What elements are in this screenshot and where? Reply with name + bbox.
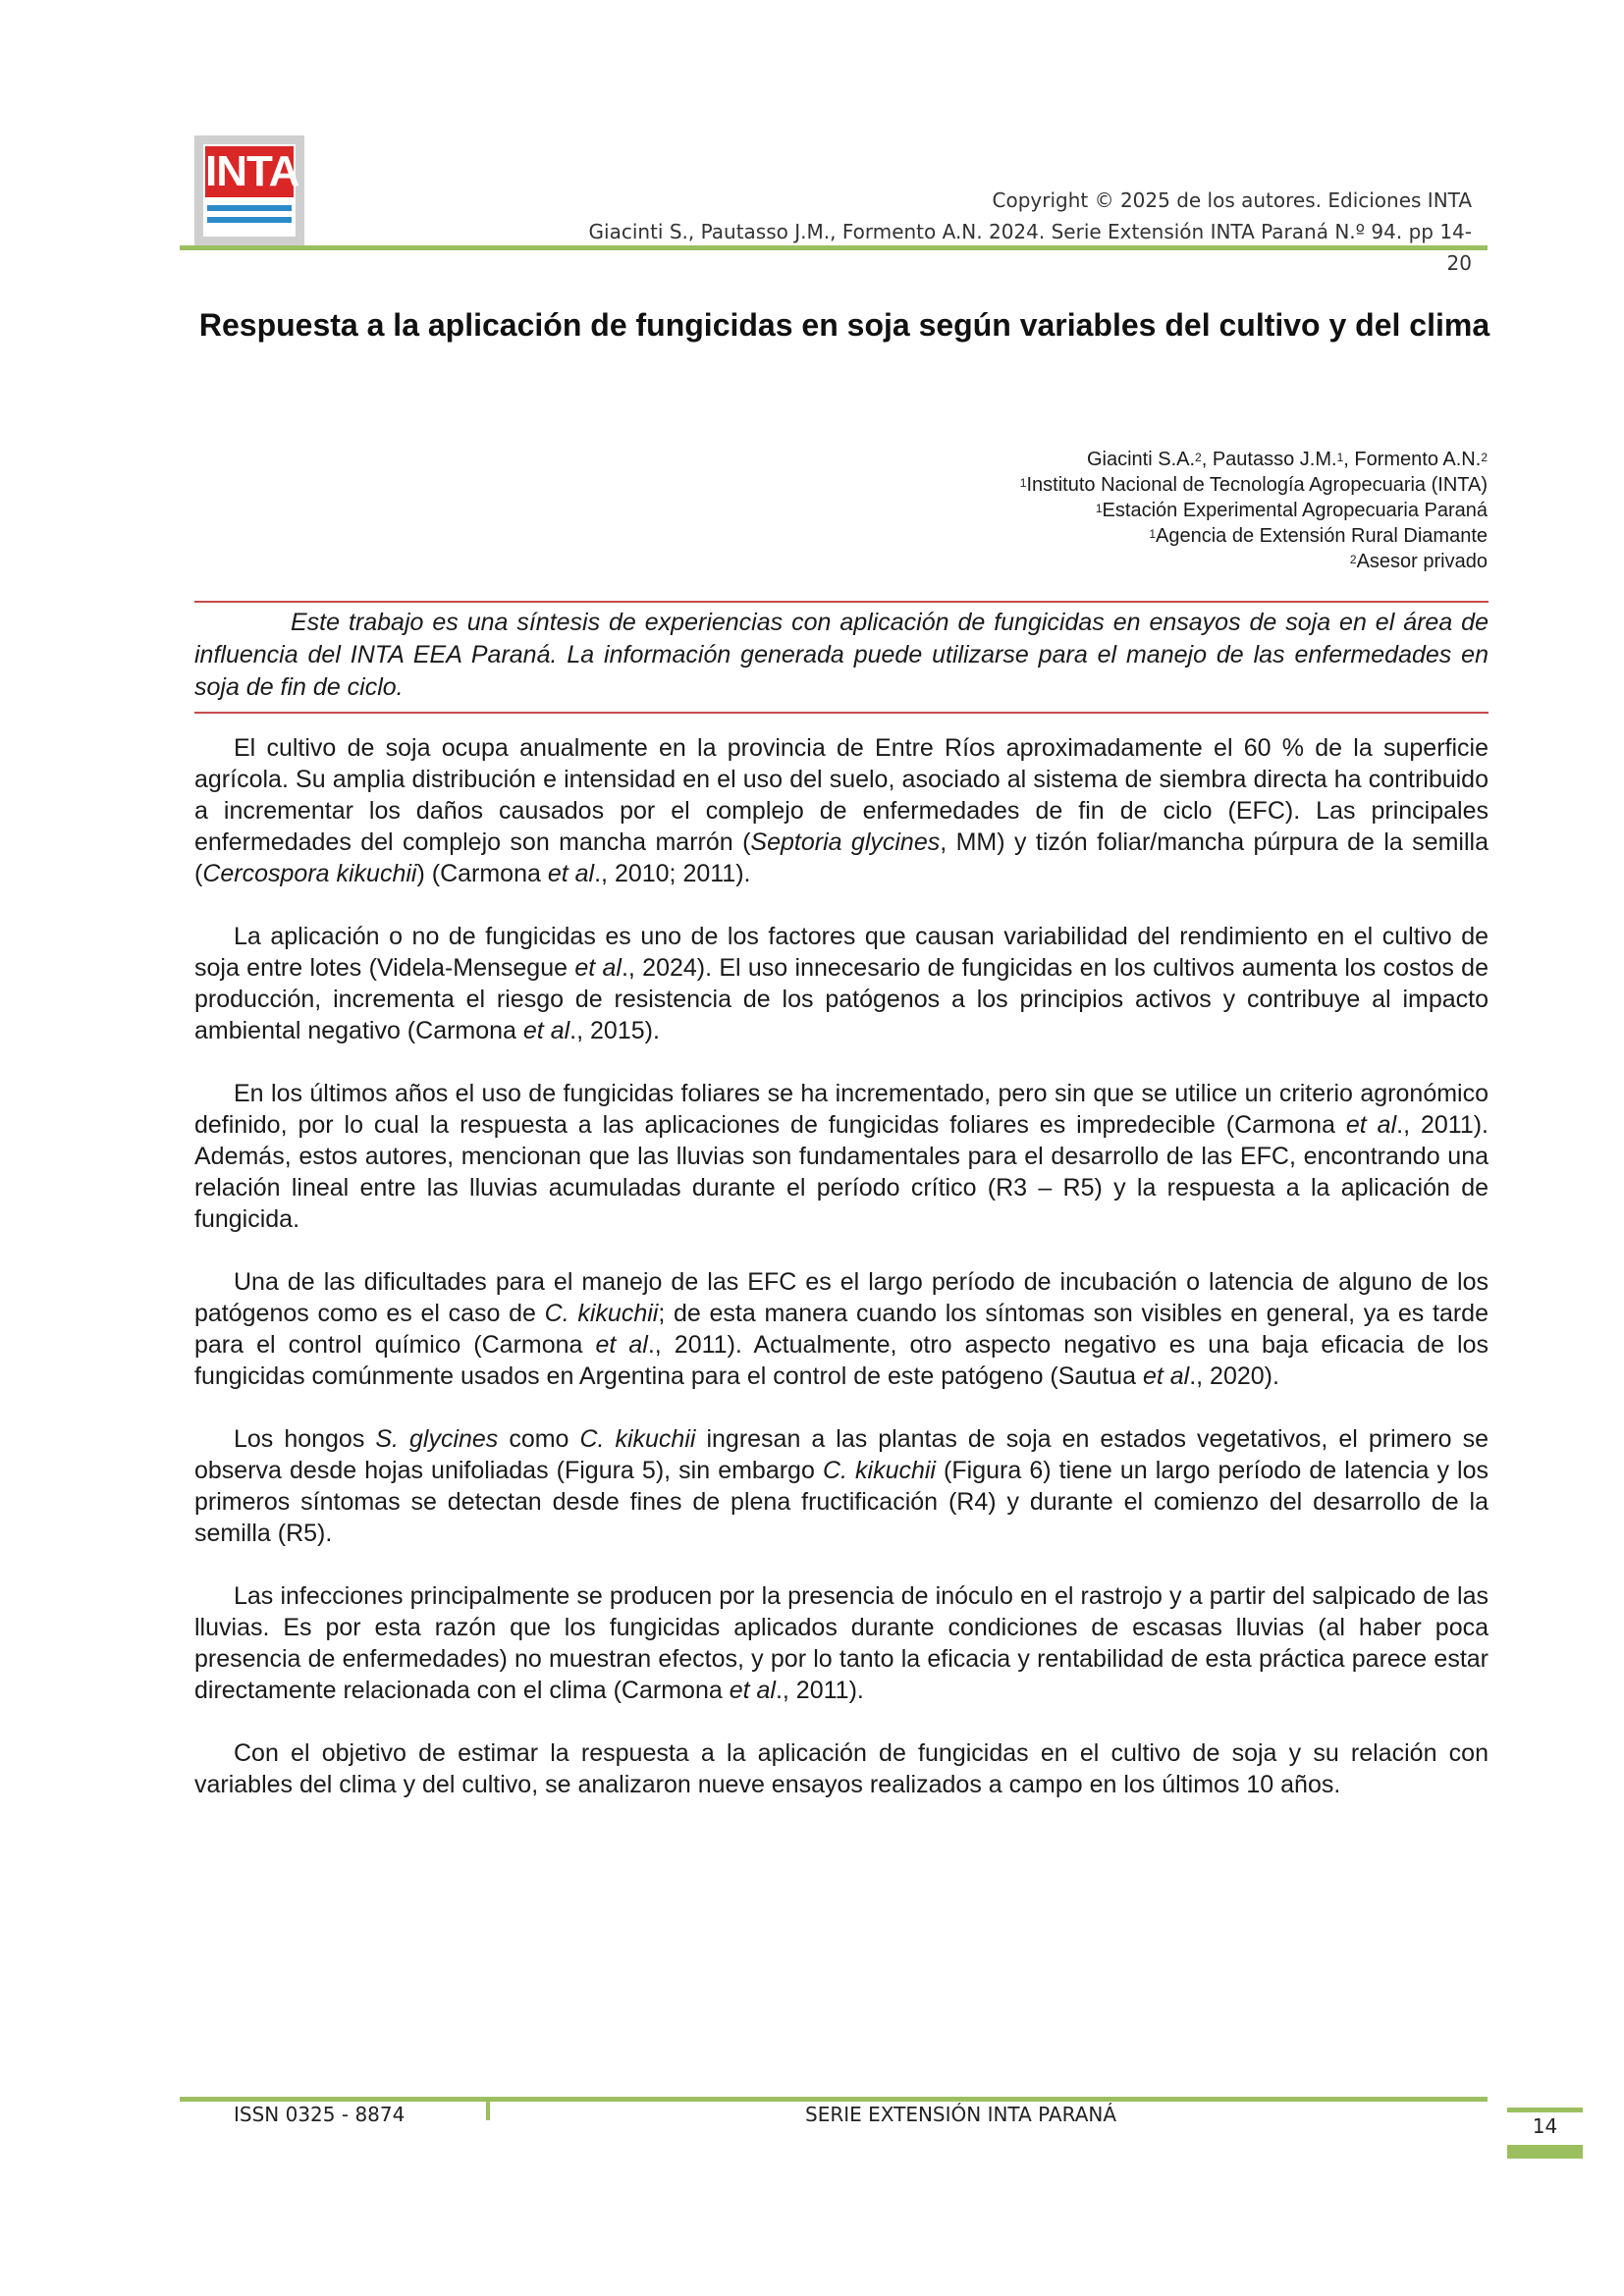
page-number: 14 bbox=[1532, 2114, 1558, 2138]
footer-divider bbox=[180, 2097, 1488, 2102]
paragraph-5: Los hongos S. glycines como C. kikuchii ingresan a las plantas de soja en estados vegetativos, el primero se observa desde hojas unifoliadas (Figura 5), sin embargo C. kikuchii (Figura 6) tiene un largo período de latencia y los primeros síntomas se detectan desde fines de plena fructificación (R4) y durante el comienzo del desarrollo de la semilla (R5). bbox=[194, 1425, 1489, 1547]
logo-text: INTA bbox=[205, 147, 299, 195]
inta-logo bbox=[194, 135, 304, 245]
header-citation-block bbox=[588, 185, 1472, 279]
abstract: Este trabajo es una síntesis de experiencias con aplicación de fungicidas en ensayos de soja en el área de influencia del INTA EEA Paraná. La información generada puede utilizarse para el manejo de las enfermedades en soja de fin de ciclo. bbox=[194, 609, 1489, 701]
paragraph-4: Una de las dificultades para el manejo de las EFC es el largo período de incubación o latencia de alguno de los patógenos como es el caso de C. kikuchii; de esta manera cuando los síntomas son visibles en general, ya es tarde para el control químico (Carmona et al., 2011). Actualmente, otro aspecto negativo es una baja eficacia de los fungicidas comúnmente usados en Argentina para el control de este patógeno (Sautua et al., 2020). bbox=[194, 1268, 1489, 1390]
abstract-top-rule bbox=[194, 601, 1489, 603]
affiliation-4: $^2$Asesor privado bbox=[1349, 551, 1488, 572]
paragraph-1: El cultivo de soja ocupa anualmente en la provincia de Entre Ríos aproximadamente el 60 % de la superficie agrícola. Su amplia distribución e intensidad en el uso del suelo, asociado al sistema de siembra directa ha contribuido a incrementar los daños causados por el complejo de enfermedades de fin de ciclo (EFC). Las principales enfermedades del complejo son mancha marrón (Septoria glycines, MM) y tizón foliar/mancha púrpura de la semilla (Cercospora kikuchii) (Carmona et al., 2010; 2011). bbox=[194, 734, 1489, 887]
paragraph-3: En los últimos años el uso de fungicidas foliares se ha incrementado, pero sin que se utilice un criterio agronómico definido, por lo cual la respuesta a las aplicaciones de fungicidas foliares es impredecible (Carmona et al., 2011). Además, estos autores, mencionan que las lluvias son fundamentales para el desarrollo de las EFC, encontrando una relación lineal entre las lluvias acumuladas durante el período crítico (R3 – R5) y la respuesta a la aplicación de fungicida. bbox=[194, 1080, 1489, 1233]
footer-issn: ISSN 0325 - 8874 bbox=[234, 2103, 406, 2126]
affiliation-3: $^1$Agencia de Extensión Rural Diamante bbox=[1149, 525, 1488, 547]
footer-separator bbox=[486, 2099, 490, 2120]
copyright-line: Copyright © 2025 de los autores. Ediciones INTA bbox=[992, 188, 1472, 212]
header-divider bbox=[180, 245, 1488, 250]
page-number-top-bar bbox=[1507, 2108, 1583, 2112]
affiliation-2: $^1$Estación Experimental Agropecuaria Paraná bbox=[1095, 500, 1488, 521]
citation-line: Giacinti S., Pautasso J.M., Formento A.N. 2024. Serie Extensión INTA Paraná N.º 94. pp 14- 20 bbox=[588, 220, 1472, 275]
paragraph-6: Las infecciones principalmente se producen por la presencia de inóculo en el rastrojo y a partir del salpicado de las lluvias. Es por esta razón que los fungicidas aplicados durante condiciones de escasas lluvias (al haber poca presencia de enfermedades) no muestran efectos, y por lo tanto la eficacia y rentabilidad de esta práctica parece estar directamente relacionada con el clima (Carmona et al., 2011). bbox=[194, 1582, 1489, 1704]
footer-series: SERIE EXTENSIÓN INTA PARANÁ bbox=[805, 2103, 1117, 2126]
page-number-bottom-bar bbox=[1507, 2145, 1583, 2159]
page-title: Respuesta a la aplicación de fungicidas en soja según variables del cultivo y del clima bbox=[198, 307, 1490, 343]
affiliation-1: $^1$Instituto Nacional de Tecnología Agropecuaria (INTA) bbox=[1019, 474, 1488, 496]
abstract-bottom-rule bbox=[194, 712, 1489, 714]
authors-block bbox=[800, 447, 1488, 574]
paragraph-7: Con el objetivo de estimar la respuesta a la aplicación de fungicidas en el cultivo de soja y su relación con variables del clima y del cultivo, se analizaron nueve ensayos realizados a campo en los últimos 10 años. bbox=[194, 1739, 1489, 1798]
body-text bbox=[194, 732, 1489, 1832]
paragraph-2: La aplicación o no de fungicidas es uno de los factores que causan variabilidad del rendimiento en el cultivo de soja entre lotes (Videla-Mensegue et al., 2024). El uso innecesario de fungicidas en los cultivos aumenta los costos de producción, incrementa el riesgo de resistencia de los patógenos a los principios activos y contribuye al impacto ambiental negativo (Carmona et al., 2015). bbox=[194, 923, 1489, 1044]
author-line: Giacinti S.A.$^2$, Pautasso J.M.$^1$, Formento A.N.$^2$ bbox=[1086, 449, 1488, 470]
